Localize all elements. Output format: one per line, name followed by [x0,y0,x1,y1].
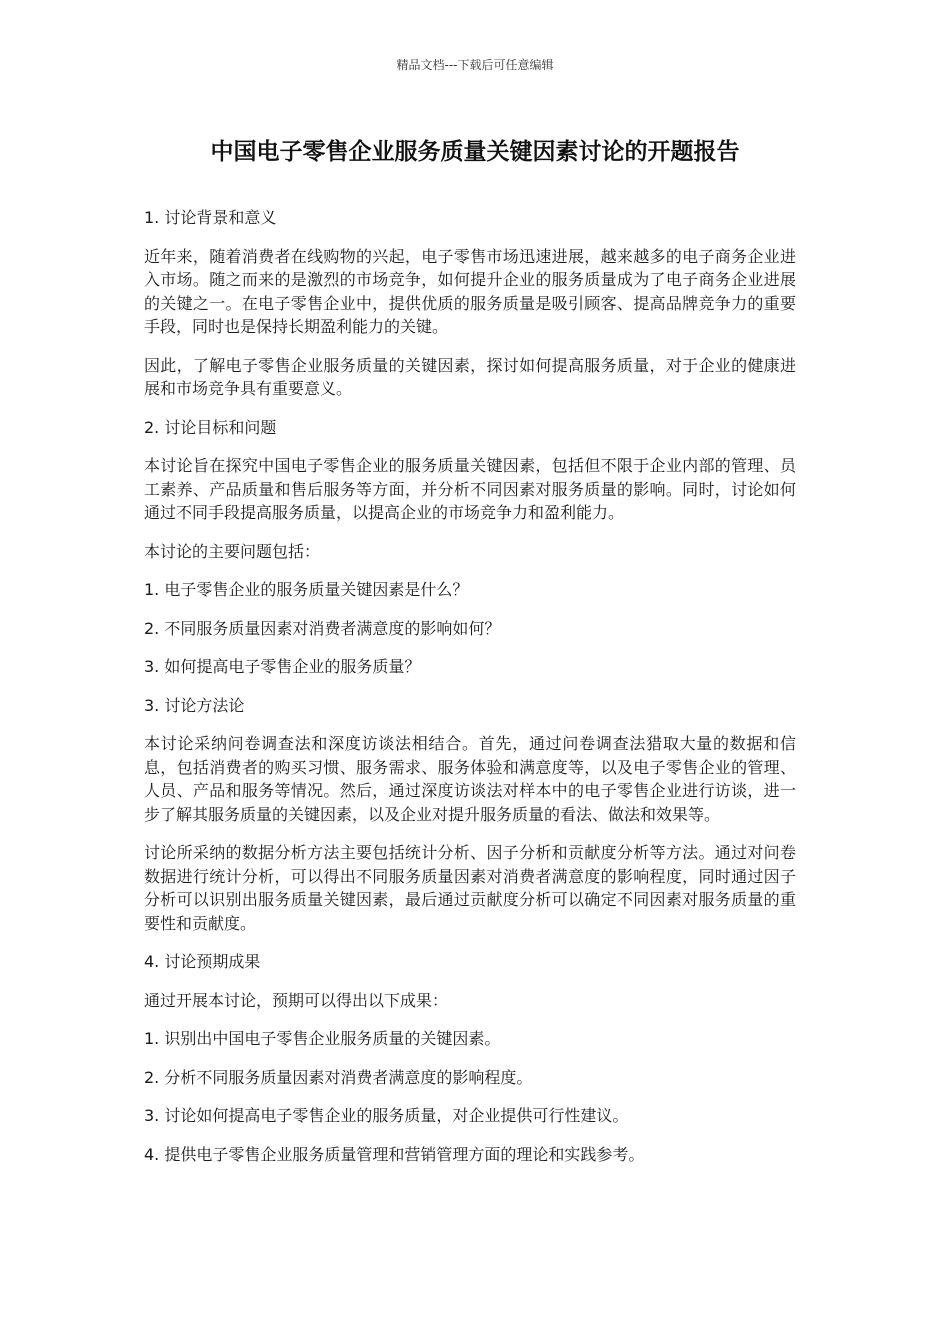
paragraph-background-1: 近年来，随着消费者在线购物的兴起，电子零售市场迅速进展，越来越多的电子商务企业进入市场。随之而来的是激烈的市场竞争，如何提升企业的服务质量成为了电子商务企业进展的关键之一。在电子零售企业中，提供优质的服务质量是吸引顾客、提高品牌竞争力的重要手段，同时也是保持长期盈利能力的关键。 [144,246,796,336]
paragraph-methodology-1: 本讨论采纳问卷调查法和深度访谈法相结合。首先，通过问卷调查法猎取大量的数据和信息，包括消费者的购买习惯、服务需求、服务体验和满意度等，以及电子零售企业的管理、人员、产品和服务等情况。然后，通过深度访谈法对样本中的电子零售企业进行访谈，进一步了解其服务质量的关键因素，以及企业对提升服务质量的看法、做法和效果等。 [144,734,796,824]
paragraph-goals-1: 本讨论旨在探究中国电子零售企业的服务质量关键因素，包括但不限于企业内部的管理、员工素养、产品质量和售后服务等方面，并分析不同因素对服务质量的影响。同时，讨论如何通过不同手段提高服务质量，以提高企业的市场竞争力和盈利能力。 [144,456,796,522]
list-item-question-2: 2. 不同服务质量因素对消费者满意度的影响如何？ [144,618,501,638]
list-item-outcome-2: 2. 分析不同服务质量因素对消费者满意度的影响程度。 [144,1067,533,1087]
section-heading-outcomes: 4. 讨论预期成果 [144,952,261,971]
paragraph-outcomes-intro: 通过开展本讨论，预期可以得出以下成果： [144,990,449,1010]
list-item-outcome-3: 3. 讨论如何提高电子零售企业的服务质量，对企业提供可行性建议。 [144,1106,629,1125]
list-item-outcome-4: 4. 提供电子零售企业服务质量管理和营销管理方面的理论和实践参考。 [144,1144,645,1164]
list-item-question-3: 3. 如何提高电子零售企业的服务质量？ [144,657,421,676]
list-item-question-1: 1. 电子零售企业的服务质量关键因素是什么？ [144,580,469,599]
page-header-watermark: 精品文档---下载后可任意编辑 [396,58,554,72]
document-title: 中国电子零售企业服务质量关键因素讨论的开题报告 [210,139,740,165]
list-item-outcome-1: 1. 识别出中国电子零售企业服务质量的关键因素。 [144,1029,501,1048]
paragraph-methodology-2: 讨论所采纳的数据分析方法主要包括统计分析、因子分析和贡献度分析等方法。通过对问卷数据进行统计分析，可以得出不同服务质量因素对消费者满意度的影响程度，同时通过因子分析可以识别出服务质量关键因素，最后通过贡献度分析可以确定不同因素对服务质量的重要性和贡献度。 [144,843,796,933]
section-heading-goals: 2. 讨论目标和问题 [144,417,277,437]
paragraph-background-2: 因此，了解电子零售企业服务质量的关键因素，探讨如何提高服务质量，对于企业的健康进展和市场竞争具有重要意义。 [144,355,796,398]
document-body [144,206,796,1181]
paragraph-questions-intro: 本讨论的主要问题包括： [144,541,321,561]
section-heading-methodology: 3. 讨论方法论 [144,695,245,715]
section-heading-background: 1. 讨论背景和意义 [144,208,277,227]
